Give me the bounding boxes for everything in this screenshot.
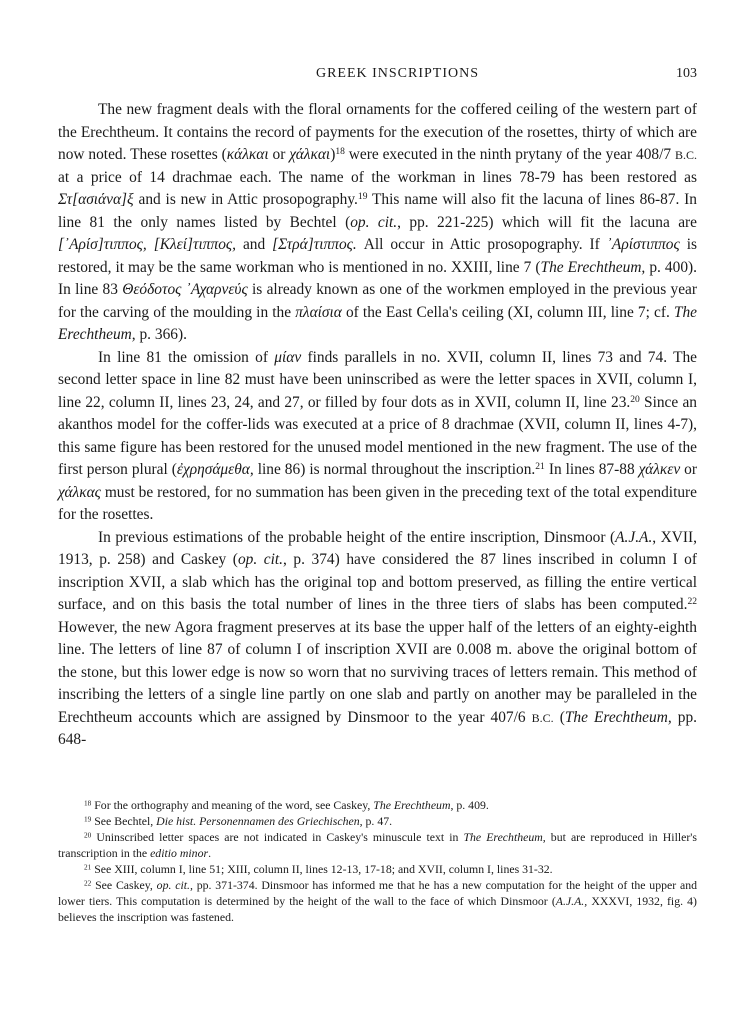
main-text (58, 99, 697, 752)
italic-citation: A.J.A. (615, 528, 653, 546)
era-abbrev: B.C. (674, 148, 697, 162)
running-title: GREEK INSCRIPTIONS (315, 66, 480, 81)
greek-word: χάλκεν (638, 461, 681, 478)
text: and is new in Attic prosopography. (133, 191, 358, 208)
footnote-number: 21 (84, 862, 92, 872)
text: However, the new Agora fragment preserves at its base the upper half of the letters of an eighty-eighth line. The letters of line 87 of column I of inscription XVII are 0.008 m. above the original bottom of the stone, but this lower edge is now so worn that no surviving traces of letters remain. This method of inscribing the letters of a single line partly on one slab and partly on another may be paralleled in the Erechtheum accounts which are assigned by Dinsmoor to the year 407/6 (58, 618, 697, 726)
greek-word: πλαίσια (295, 303, 342, 321)
italic-citation: op. cit., (156, 878, 193, 892)
text: were executed in the ninth prytany of the year 408/7 (344, 146, 675, 163)
text: Since an akanthos model for the coffer-lids was executed at a price of 8 drachmae (XVII, column II, lines 4-7), this same figure has been restored for the unused model mentioned in the new fragment. The use of the first person plural ( (58, 393, 697, 478)
italic-citation: editio minor (150, 846, 209, 860)
text: See Caskey, (91, 878, 157, 892)
text: and (235, 236, 273, 253)
text: , XVII, 1913, p. 258) and Caskey ( (58, 528, 697, 568)
footnote-ref-19[interactable]: 19 (357, 191, 368, 203)
text: is already known as one of the workmen employed in the previous year for the carving of the moulding in the (58, 281, 697, 321)
text: In lines 87-88 (544, 461, 639, 478)
footnote-ref-20[interactable]: 20 (630, 393, 640, 405)
greek-word: [᾿Αρίσ]τιππος, [Κλεί]τιππος, (58, 236, 236, 253)
text: of the East Cella's ceiling (XI, column III, line 7; cf. (341, 303, 674, 321)
greek-word: κάλκαι (226, 146, 269, 163)
text: ( (553, 708, 565, 726)
text: finds parallels in no. XVII, column II, lines 73 and 74. The second letter space in line 82 must have been uninscribed as were the letter spaces in XVII, column I, line 22, column II, lines 23, 24, and 27, or filled by four dots as in XVII, column II, line 23. (58, 348, 697, 411)
text: XXXVI, 1932, fig. 4) believes the inscription was fastened. (58, 894, 697, 924)
era-abbrev: B.C. (531, 710, 554, 725)
footnote-22 (58, 877, 697, 925)
footnotes (58, 797, 697, 925)
text: line 86) is normal throughout the inscription. (253, 461, 536, 478)
text: p. 400). In line 83 (58, 258, 697, 298)
greek-word: Θεόδοτος ᾿Αχαρνεύς (122, 281, 248, 298)
text: See XIII, column I, line 51; XIII, column II, lines 12-13, 17-18; and XVII, column I, lines 31-32. (91, 862, 553, 876)
italic-citation: The Erechtheum, (540, 258, 646, 276)
text: ) (330, 146, 336, 163)
footnote-19 (58, 813, 697, 829)
footnote-ref-22[interactable]: 22 (687, 596, 697, 608)
paragraph-1 (58, 99, 697, 347)
text: , pp. 221-225) which will fit the lacuna are (397, 213, 697, 231)
page-number: 103 (676, 66, 697, 81)
italic-citation: The Erechtheum, (463, 830, 546, 844)
italic-citation: The Erechtheum, (373, 798, 454, 812)
greek-word: [Στρά]τιππος. (272, 236, 357, 253)
italic-citation: The Erechtheum, (564, 708, 672, 726)
text: or (268, 146, 290, 163)
text: p. 366). (135, 326, 187, 343)
text: Uninscribed letter spaces are not indicated in Caskey's minuscule text in (91, 830, 464, 844)
italic-citation: op. cit. (237, 551, 283, 568)
footnote-number: 20 (84, 830, 92, 840)
greek-word: χάλκας (58, 483, 101, 501)
greek-word: Στ[ασιάνα]ξ (58, 191, 134, 208)
text: but are reproduced in Hiller's transcription in the (58, 830, 698, 860)
text: . (208, 846, 212, 860)
text: See Bechtel, (91, 814, 157, 828)
text: pp. 648- (58, 708, 697, 748)
italic-citation: Die hist. Personennamen des Griechischen, (156, 814, 363, 828)
text: pp. 371-374. Dinsmoor has informed me that he has a new computation for the height of the upper and lower tiers. This computation is determined by the height of the wall to the face of which Dinsmoor ( (58, 878, 697, 908)
paragraph-2 (58, 347, 697, 527)
greek-word: ᾿Αρίστιππος (606, 236, 680, 253)
footnote-number: 19 (84, 814, 92, 824)
text: , p. 374) have considered the 87 lines inscribed in column I of inscription XVII, a slab which has the original top and bottom preserved, as filling the entire vertical surface, and on this basis the total number of lines in the three tiers of slabs has been computed. (58, 551, 697, 613)
text: This name will also fit the lacuna of lines 86-87. In line 81 the only names listed by Bechtel ( (58, 191, 697, 231)
text: at a price of 14 drachmae each. The name of the workman in lines 78-79 has been restored as (58, 168, 697, 186)
italic-citation: A.J.A., (555, 894, 588, 908)
italic-citation: op. cit. (350, 213, 398, 231)
footnote-number: 22 (84, 878, 92, 888)
text: is restored, it may be the same workman who is mentioned in no. XXIII, line 7 ( (58, 236, 697, 276)
text: In line 81 the omission of (98, 348, 275, 366)
text: In previous estimations of the probable height of the entire inscription, Dinsmoor ( (98, 528, 616, 546)
greek-word: μίαν (274, 348, 302, 366)
text: p. 47. (362, 814, 393, 828)
text: All occur in Attic prosopography. If (356, 236, 607, 253)
footnote-number: 18 (84, 798, 92, 808)
text: must be restored, for no summation has been given in the preceding text of the total expenditure for the rosettes. (58, 483, 697, 523)
greek-word: ἐχρησάμεθα, (176, 461, 254, 478)
text: For the orthography and meaning of the word, see Caskey, (91, 798, 374, 812)
footnote-18 (58, 797, 697, 813)
footnote-ref-21[interactable]: 21 (535, 461, 545, 473)
italic-citation: The Erechtheum, (58, 303, 697, 343)
text: The new fragment deals with the floral ornaments for the coffered ceiling of the western part of the Erechtheum. It contains the record of payments for the execution of the rosettes, thirty of which are now noted. These rosettes ( (58, 101, 697, 163)
footnote-21 (58, 861, 697, 877)
footnote-ref-18[interactable]: 18 (335, 146, 345, 158)
greek-word: χάλκαι (289, 146, 331, 163)
text: or (680, 461, 697, 478)
text: p. 409. (453, 798, 489, 812)
paragraph-3 (58, 527, 697, 752)
running-header (98, 66, 697, 86)
footnote-20 (58, 829, 697, 861)
